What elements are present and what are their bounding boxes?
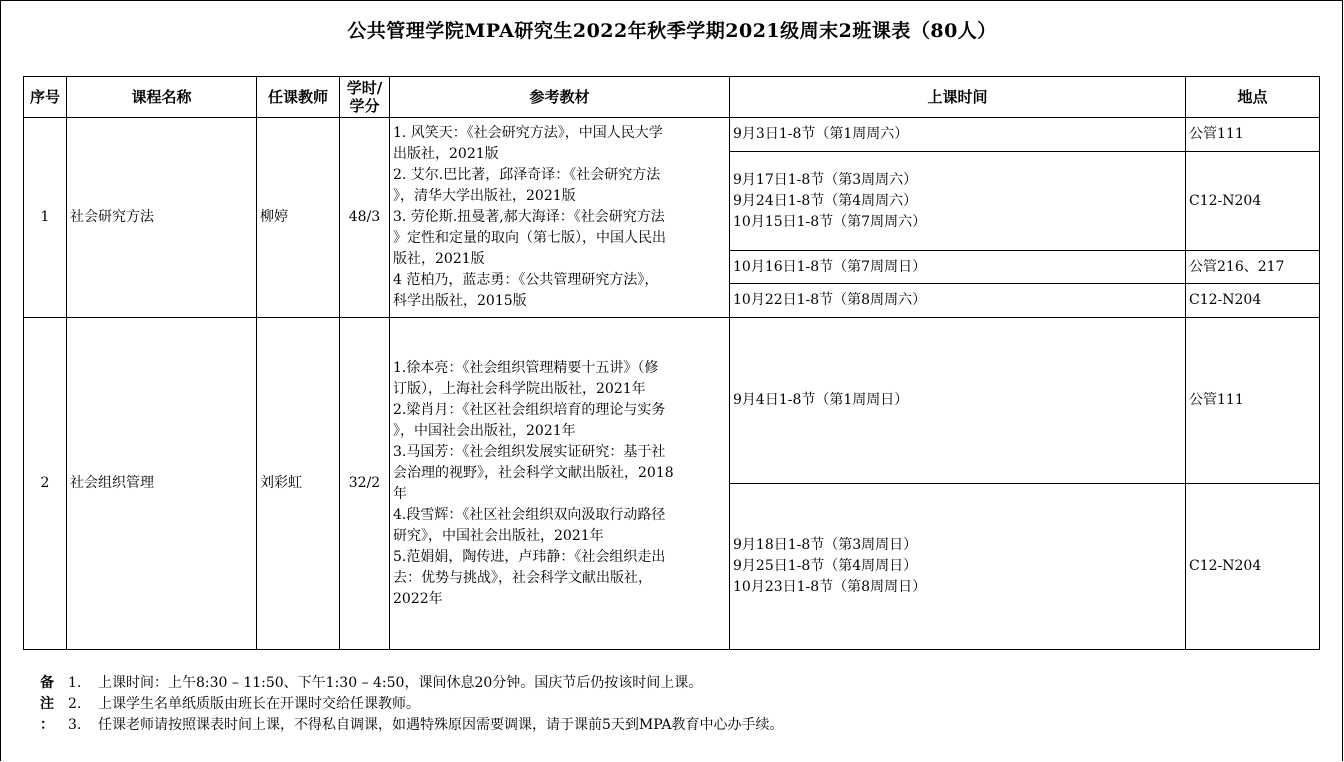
textbook-line: 去：优势与挑战》，社会科学文献出版社， — [393, 569, 652, 586]
header-time: 上课时间 — [730, 77, 1186, 118]
session-time — [730, 118, 1186, 152]
session-place: 公管216、217 — [1186, 251, 1320, 284]
textbook-line: 出版社，2021版 — [393, 146, 499, 162]
textbook-line: 4 范柏乃，蓝志勇：《公共管理研究方法》， — [393, 272, 659, 288]
textbook-line: 会治理的视野》，社会科学文献出版社，2018 — [393, 464, 674, 481]
note-text: 任课老师请按照课表时间上课，不得私自调课，如遇特殊原因需要调课，请于课前5天到MPA教育中心办手续。 — [98, 717, 784, 733]
textbook-line: 科学出版社，2015版 — [393, 293, 527, 309]
session-time — [730, 251, 1186, 284]
textbook-line: 4.段雪辉：《社区社会组织双向汲取行动路径 — [393, 506, 666, 523]
course-name: 社会研究方法 — [67, 118, 257, 318]
header-row — [24, 77, 1320, 118]
session-place: C12-N204 — [1186, 152, 1320, 251]
textbook-line: 1.徐本亮：《社会组织管理精要十五讲》（修 — [393, 359, 659, 376]
schedule-table — [23, 76, 1320, 650]
note-number: 1. — [68, 675, 82, 691]
header-hours-line1: 学时/ — [346, 79, 383, 97]
session-place: C12-N204 — [1186, 484, 1320, 650]
textbook-line: 1. 风笑天：《社会研究方法》，中国人民大学 — [393, 125, 663, 141]
session-time-line: 9月17日1-8节（第3周周六） — [733, 171, 918, 188]
textbook-line: 订版），上海社会科学院出版社，2021年 — [393, 380, 646, 397]
session-place: C12-N204 — [1186, 284, 1320, 318]
session-time-line: 9月4日1-8节（第1周周日） — [733, 392, 909, 408]
course-name: 社会组织管理 — [67, 318, 257, 650]
session-place: 公管111 — [1186, 318, 1320, 484]
textbook-line: 2022年 — [393, 590, 443, 607]
textbook-line: 研究》，中国社会出版社，2021年 — [393, 527, 604, 544]
notes-key-char: 注 — [40, 696, 54, 712]
page-title: 公共管理学院MPA研究生2022年秋季学期2021级周末2班课表（80人） — [347, 20, 997, 42]
session-time-line: 10月16日1-8节（第7周周日） — [733, 258, 927, 275]
course-textbooks — [390, 318, 730, 650]
notes-key-char: ： — [40, 717, 54, 733]
session-time — [730, 318, 1186, 484]
session-time-line: 10月22日1-8节（第8周周六） — [733, 292, 927, 308]
textbook-line: 版社，2021版 — [393, 251, 485, 267]
textbook-line: 》，清华大学出版社，2021版 — [393, 188, 576, 204]
header-place: 地点 — [1186, 77, 1320, 118]
textbook-line: 2. 艾尔.巴比著，邱泽奇译：《社会研究方法 — [393, 167, 661, 183]
header-seq: 序号 — [24, 77, 67, 118]
note-text: 上课学生名单纸质版由班长在开课时交给任课教师。 — [98, 696, 420, 712]
textbook-line: 年 — [393, 485, 407, 502]
session-time-line: 10月23日1-8节（第8周周日） — [733, 579, 927, 595]
session-time-line: 9月3日1-8节（第1周周六） — [733, 126, 909, 142]
textbook-line: 2.梁肖月：《社区社会组织培育的理论与实务 — [393, 401, 666, 418]
session-time-line: 9月25日1-8节（第4周周日） — [733, 558, 918, 574]
textbook-line: 》定性和定量的取向（第七版），中国人民出 — [393, 230, 666, 246]
header-hours-line2: 学分 — [349, 97, 380, 115]
course-teacher: 柳婷 — [257, 118, 340, 318]
session-time — [730, 152, 1186, 251]
header-textbooks: 参考教材 — [390, 77, 730, 118]
textbook-line: 5.范娟娟，陶传进，卢玮静：《社会组织走出 — [393, 548, 666, 565]
textbook-line: 3. 劳伦斯.扭曼著,郝大海译：《社会研究方法 — [393, 209, 665, 225]
session-time — [730, 284, 1186, 318]
course-textbooks — [390, 118, 730, 318]
textbook-line: 》，中国社会出版社，2021年 — [393, 422, 576, 439]
session-time-line: 9月24日1-8节（第4周周六） — [733, 192, 918, 209]
header-teacher: 任课教师 — [257, 77, 340, 118]
session-place: 公管111 — [1186, 118, 1320, 152]
course-teacher: 刘彩虹 — [257, 318, 340, 650]
textbook-line: 3.马国芳：《社会组织发展实证研究：基于社 — [393, 443, 666, 460]
note-number: 2. — [68, 696, 82, 712]
notes-key-char: 备 — [40, 675, 54, 691]
course-seq: 1 — [24, 118, 67, 318]
note-number: 3. — [68, 717, 82, 733]
session-time-line: 10月15日1-8节（第7周周六） — [733, 213, 927, 230]
table-row — [24, 118, 1320, 152]
session-time-line: 9月18日1-8节（第3周周日） — [733, 537, 918, 553]
course-hours: 48/3 — [340, 118, 390, 318]
header-course: 课程名称 — [67, 77, 257, 118]
header-hours — [340, 77, 390, 118]
session-time — [730, 484, 1186, 650]
note-text: 上课时间：上午8:30 – 11:50、下午1:30 – 4:50，课间休息20分钟。国庆节后仍按该时间上课。 — [98, 675, 703, 691]
course-seq: 2 — [24, 318, 67, 650]
course-hours: 32/2 — [340, 318, 390, 650]
table-row — [24, 318, 1320, 484]
